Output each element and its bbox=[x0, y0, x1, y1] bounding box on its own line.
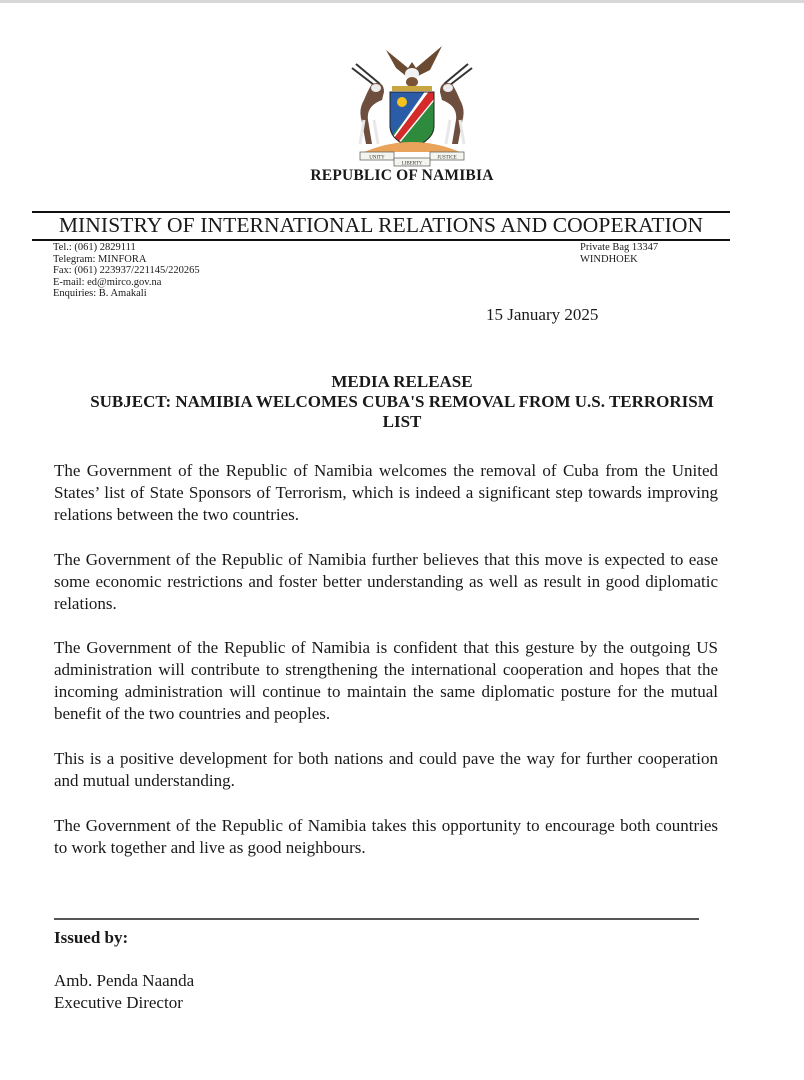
contact-enquiries: Enquiries: B. Amakali bbox=[53, 288, 147, 300]
postal-address bbox=[580, 242, 658, 265]
ministry-title: MINISTRY OF INTERNATIONAL RELATIONS AND COOPERATION bbox=[58, 213, 704, 237]
signatory-title: Executive Director bbox=[54, 993, 183, 1012]
oryx-left-icon bbox=[352, 64, 384, 144]
namibia-coat-of-arms-icon bbox=[350, 40, 474, 168]
shield-icon bbox=[388, 90, 438, 150]
signatory bbox=[54, 970, 194, 1014]
country-title: REPUBLIC OF NAMIBIA bbox=[310, 167, 494, 184]
paragraph-2: The Government of the Republic of Namibia further believes that this move is expected to ease some economic restrictions and foster better understanding as well as result in good diplomatic relations. bbox=[54, 550, 718, 613]
subject-line-2: LIST bbox=[382, 412, 422, 431]
signature-divider bbox=[54, 918, 699, 920]
header-rule-bottom bbox=[32, 239, 730, 241]
svg-text:JUSTICE: JUSTICE bbox=[437, 155, 457, 161]
city: WINDHOEK bbox=[580, 253, 638, 265]
issued-by-label: Issued by: bbox=[54, 928, 129, 947]
paragraph-3: The Government of the Republic of Namibia is confident that this gesture by the outgoing US administration will contribute to strengthening the international cooperation and hopes that the incoming administration will continue to maintain the same diplomatic posture for the mutual benefit of the two countries and peoples. bbox=[54, 638, 718, 723]
contact-tel: Tel.: (061) 2829111 bbox=[53, 242, 136, 253]
contact-telegram: Telegram: MINFORA bbox=[53, 253, 147, 265]
signatory-name: Amb. Penda Naanda bbox=[54, 971, 195, 990]
subject-line-1: SUBJECT: NAMIBIA WELCOMES CUBA'S REMOVAL FROM U.S. TERRORISM bbox=[90, 392, 714, 411]
release-title: MEDIA RELEASE bbox=[331, 372, 473, 391]
svg-text:LIBERTY: LIBERTY bbox=[401, 161, 423, 167]
top-bar bbox=[0, 0, 804, 3]
release-heading bbox=[0, 372, 804, 432]
paragraph-4: This is a positive development for both nations and could pave the way for further cooperation and mutual understanding. bbox=[54, 749, 718, 790]
contact-fax: Fax: (061) 223937/221145/220265 bbox=[53, 265, 200, 277]
svg-text:UNITY: UNITY bbox=[369, 155, 385, 161]
paragraph-1: The Government of the Republic of Namibia welcomes the removal of Cuba from the United States’ list of State Sponsors of Terrorism, which is indeed a significant step towards improving relations between the two countries. bbox=[54, 461, 718, 524]
oryx-right-icon bbox=[440, 64, 472, 144]
private-bag: Private Bag 13347 bbox=[580, 242, 659, 253]
contact-email: E-mail: ed@mirco.gov.na bbox=[53, 276, 162, 288]
eagle-icon bbox=[386, 46, 442, 87]
contact-details bbox=[53, 242, 200, 300]
release-date: 15 January 2025 bbox=[486, 305, 599, 324]
paragraph-5: The Government of the Republic of Namibia takes this opportunity to encourage both countries to work together and live as good neighbours. bbox=[54, 816, 718, 857]
